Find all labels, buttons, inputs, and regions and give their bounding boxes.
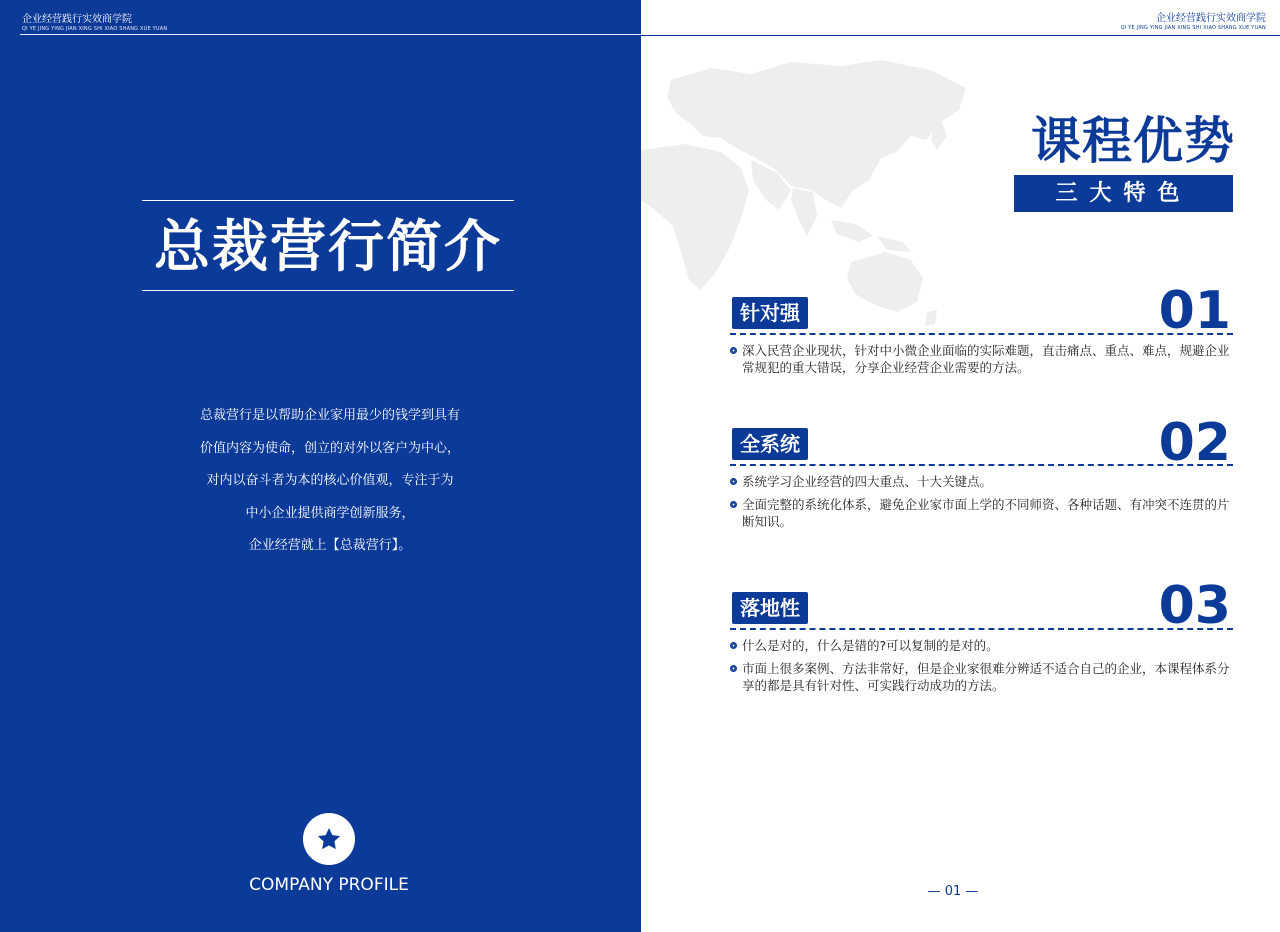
intro-title: 总裁营行简介 [154,215,502,280]
intro-text [160,400,500,563]
right-header-rule [641,35,1280,36]
title-rule-top [142,200,514,201]
feature-divider [730,464,1233,466]
advantages-subtitle: 三大特色 [1014,175,1233,212]
bullet-icon [730,501,737,508]
feature-list [730,473,1233,536]
feature-item-text: 全面完整的系统化体系，避免企业家市面上学的不同师资、各种话题、有冲突不连贯的片断知识。 [742,497,1230,529]
feature-divider [730,333,1233,335]
feature-item-text: 深入民营企业现状，针对中小微企业面临的实际难题，直击痛点、重点、难点，规避企业常规犯的重大错误，分享企业经营企业需要的方法。 [742,343,1230,375]
bullet-icon [730,665,737,672]
feature-tag: 针对强 [732,297,808,329]
feature-tag: 落地性 [732,592,808,624]
feature-number: 03 [1158,576,1231,636]
bullet-icon [730,478,737,485]
feature-item-text: 系统学习企业经营的四大重点、十大关键点。 [742,474,993,489]
feature-list [730,637,1233,700]
left-header-rule [20,34,641,35]
left-header [22,14,167,33]
intro-line: 中小企业提供商学创新服务， [245,505,415,521]
left-header-pinyin: QI YE JING YING JIAN XING SHI XIAO SHANG XUE YUAN [22,26,168,32]
feature-01 [730,281,1233,385]
left-header-title: 企业经营践行实效商学院 [22,14,132,25]
star-icon [316,826,342,852]
feature-item-text: 市面上很多案例、方法非常好，但是企业家很难分辨适不适合自己的企业，本课程体系分享的都是具有针对性、可实践行动成功的方法。 [742,661,1230,693]
right-header-pinyin: QI YE JING YING JIAN XING SHI XIAO SHANG XUE YUAN [1120,25,1266,31]
star-badge [303,813,355,865]
intro-line: 企业经营就上【总裁营行】。 [248,538,412,553]
title-rule-bottom [142,290,514,291]
right-page [641,0,1280,932]
right-header [1121,13,1266,32]
feature-item-text: 什么是对的，什么是错的?可以复制的是对的。 [742,638,999,653]
feature-list [730,342,1233,382]
intro-line: 总裁营行是以帮助企业家用最少的钱学到具有 [199,408,460,423]
feature-item [730,473,1233,490]
feature-tag: 全系统 [732,428,808,460]
bullet-icon [730,642,737,649]
intro-line: 对内以奋斗者为本的核心价值观，专注于为 [206,473,454,488]
feature-02 [730,413,1233,547]
feature-item [730,660,1233,694]
feature-item [730,496,1233,530]
page-number: — 01 — [927,884,979,899]
feature-number: 02 [1158,413,1231,473]
feature-divider [730,628,1233,630]
advantages-title: 课程优势 [1031,112,1235,170]
feature-item [730,342,1233,376]
intro-line: 价值内容为使命，创立的对外以客户为中心， [199,440,460,456]
feature-03 [730,576,1233,710]
feature-number: 01 [1158,281,1231,341]
bullet-icon [730,347,737,354]
right-header-title: 企业经营践行实效商学院 [1156,13,1266,24]
feature-item [730,637,1233,654]
company-profile-label: COMPANY PROFILE [249,875,409,895]
